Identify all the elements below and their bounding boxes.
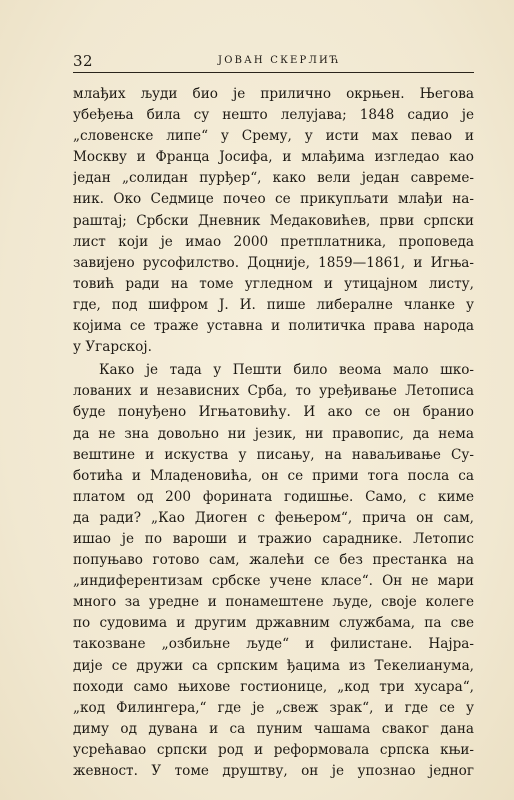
text-line: много за уредне и понамештене људе, своје колеге: [73, 594, 474, 611]
text-line: ботића и Младеновића, он се прими тога посла са: [73, 467, 474, 484]
text-line: платом од 200 форината годишње. Само, с киме: [73, 488, 474, 505]
text-line: раштај; Србски Дневник Медаковићев, први српски: [73, 212, 474, 229]
text-line: млађих људи био је прилично окрњен. Његова: [73, 86, 474, 102]
body-text: [73, 84, 474, 782]
page-number: 32: [73, 52, 94, 70]
text-line: лист који је имао 2000 претплатника, проповеда: [73, 233, 474, 250]
text-line: „код Филингера,“ где је „свеж зрак“, и где се у: [73, 699, 474, 716]
running-head: ЈОВАН СКЕРЛИЋ: [218, 55, 341, 66]
text-line: вештине и искуства у писању, на наваљивање Су-: [73, 446, 474, 463]
text-line: Москву и Франца Јосифа, и млађима изгледао као: [73, 149, 474, 166]
text-line: товић ради на томе угледном и утицајном листу,: [73, 275, 474, 292]
text-line: дије се дружи са српским ђацима из Текелианума,: [73, 657, 474, 674]
text-line: по судовима и другим државним службама, па све: [73, 615, 474, 632]
paragraph-2: [73, 360, 474, 782]
text-line: у Угарској.: [73, 339, 152, 356]
text-line: један „солидан пурђер“, како вели један савреме-: [73, 170, 474, 187]
text-line: да ради? „Као Диоген с фењером“, прича он сам,: [73, 509, 474, 526]
text-line: походи само њихове гостионице, „код три хусара“,: [73, 678, 474, 695]
text-line: буде понуђено Игњатовићу. И ако се он бранио: [73, 404, 474, 421]
text-line: попуњаво готово сам, жалећи се без престанка на: [73, 552, 474, 569]
text-line: завијено русофилство. Доцније, 1859—1861, и Игња-: [73, 254, 474, 271]
text-line: „индиферентизам србске учене класе“. Он не мари: [73, 573, 474, 590]
page-header: [73, 52, 474, 73]
text-line: где, под шифром Ј. И. пише либералне чланке у: [73, 296, 474, 313]
text-line: ишао је по вароши и тражио сараднике. Летопис: [73, 530, 474, 547]
text-line: такозване „озбиљне људе“ и филистане. Најра-: [73, 636, 474, 653]
text-line: Како је тада у Пешти било веома мало шко-: [99, 362, 474, 379]
text-line: којима се траже уставна и политичка права народа: [73, 318, 474, 335]
text-line: „словенске липе“ у Срему, у исти мах певао и: [73, 128, 474, 145]
text-line: жевност. У томе друштву, он је упознао једног: [73, 763, 474, 779]
text-line: диму од дувана и са пуним чашама сваког дана: [73, 720, 474, 737]
text-line: да не зна довољно ни језик, ни правопис, да нема: [73, 425, 474, 442]
text-line: убеђења била су нешто лелујава; 1848 садио је: [73, 107, 474, 124]
text-line: ник. Око Седмице почео се прикупљати млађи на-: [73, 191, 474, 208]
text-line: усрећавао српски род и реформовала српска књи-: [73, 741, 474, 758]
text-line: лованих и независних Срба, то уређивање Летописа: [73, 383, 474, 400]
paragraph-1: [73, 84, 474, 358]
